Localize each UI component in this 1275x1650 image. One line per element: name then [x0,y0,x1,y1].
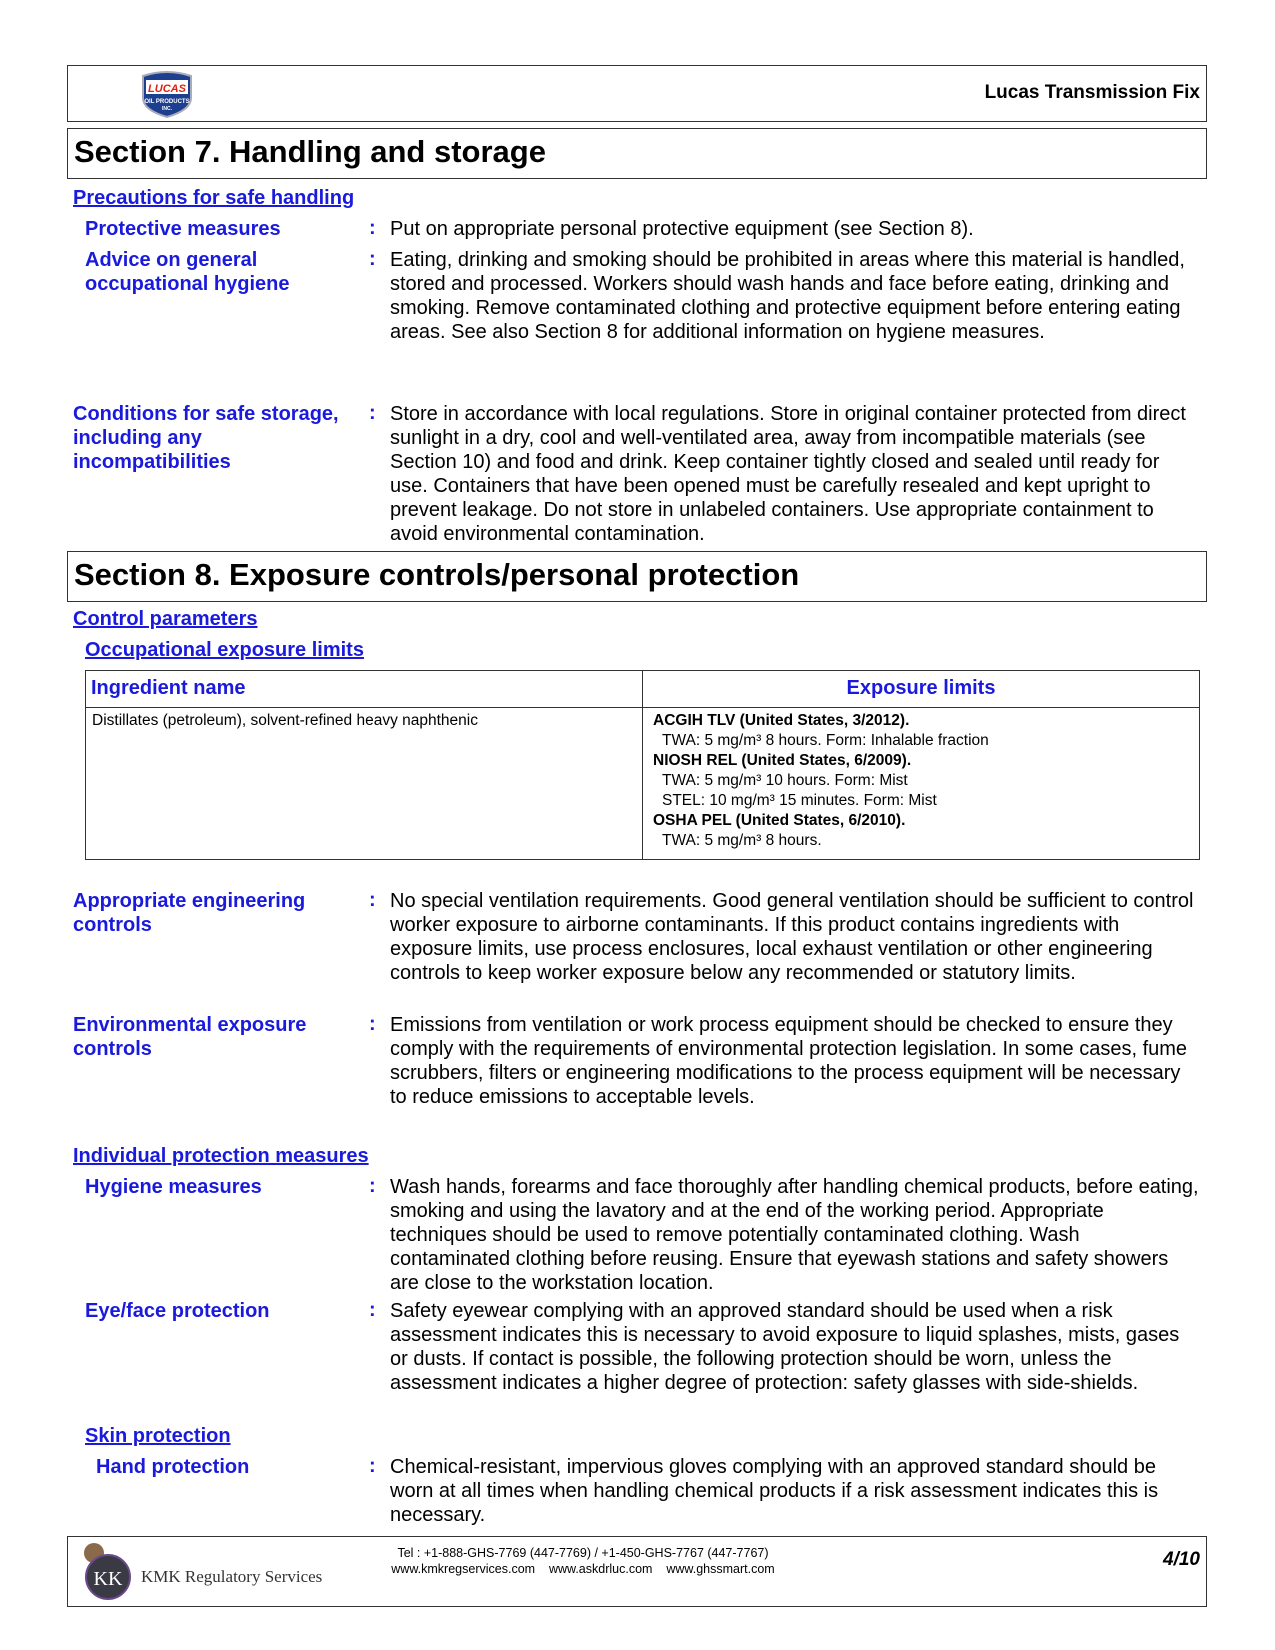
value-advice: Eating, drinking and smoking should be prohibited in areas where this material is handled, stored and processed. Workers should wash hands and face before eating, drinking and smoking. Remove contaminated clothing and protective equipment before entering eating areas. See also Section 8 for additional information on hygiene measures. [390,249,1185,343]
label-hand: Hand protection [96,1456,250,1478]
product-name: Lucas Transmission Fix [984,82,1200,103]
limit-line: TWA: 5 mg/m³ 8 hours. Form: Inhalable fraction [662,732,989,749]
colon: : [369,1455,376,1477]
value-eye: Safety eyewear complying with an approved standard should be used when a risk assessment indicates this is necessary to avoid exposure to liquid splashes, mists, gases or dusts. If contact is possible, the following protection should be worn, unless the assessment indicates a higher degree of protection: safety glasses with side-shields. [390,1300,1180,1394]
svg-text:OIL PRODUCTS: OIL PRODUCTS [144,99,190,105]
label-protective: Protective measures [85,218,281,240]
section-7-header [67,128,1207,179]
lucas-logo [139,70,195,118]
value-environmental: Emissions from ventilation or work process equipment should be checked to ensure they comply with the requirements of environmental protection legislation. In some cases, fume scrubbers, filters or engineering modifications to the process equipment will be necessary to reduce emissions to acceptable levels. [390,1014,1188,1108]
subheading-individual: Individual protection measures [73,1145,369,1167]
svg-text:KK: KK [93,1568,123,1590]
page-footer [67,1536,1207,1607]
subheading-oel: Occupational exposure limits [85,639,364,661]
label-environmental: Environmental exposure controls [73,1014,307,1060]
company-name: KMK Regulatory Services [141,1567,323,1586]
label-eye: Eye/face protection [85,1300,270,1322]
exposure-limits-table [85,670,1200,860]
value-protective: Put on appropriate personal protective equipment (see Section 8). [390,218,974,240]
footer-tel: Tel : +1-888-GHS-7769 (447-7769) / +1-450-GHS-7767 (447-7767) [397,1546,769,1560]
label-engineering: Appropriate engineering controls [73,890,306,936]
col-ingredient: Ingredient name [86,671,643,708]
limit-line: TWA: 5 mg/m³ 8 hours. [662,832,822,849]
section-title: Section 8. Exposure controls/personal protection [74,557,800,592]
colon: : [369,402,376,424]
label-advice: Advice on general occupational hygiene [85,249,290,295]
value-engineering: No special ventilation requirements. Good general ventilation should be sufficient to control worker exposure to airborne contaminants. If this product contains ingredients with exposure limits, use process enclosures, local exhaust ventilation or other engineering controls to keep worker exposure below any recommended or statutory limits. [390,890,1194,984]
col-limits: Exposure limits [643,671,1200,708]
limit-heading: ACGIH TLV (United States, 3/2012). [653,712,910,729]
colon: : [369,217,376,239]
subheading-skin: Skin protection [85,1425,231,1447]
footer-web: www.kmkregservices.com www.askdrluc.com www.ghssmart.com [391,1562,775,1576]
limit-line: STEL: 10 mg/m³ 15 minutes. Form: Mist [662,792,937,809]
label-storage: Conditions for safe storage, including any incompatibilities [73,403,339,473]
value-hygiene: Wash hands, forearms and face thoroughly after handling chemical products, before eating, smoking and using the lavatory and at the end of the working period. Appropriate techniques should be used to remove potentially contaminated clothing. Wash contaminated clothing before reusing. Ensure that eyewash stations and safety showers are close to the workstation location. [390,1176,1199,1294]
page-header [67,65,1207,122]
colon: : [369,1175,376,1197]
limit-heading: OSHA PEL (United States, 6/2010). [653,812,906,829]
svg-text:LUCAS: LUCAS [148,83,186,95]
limit-line: TWA: 5 mg/m³ 10 hours. Form: Mist [662,772,908,789]
colon: : [369,248,376,270]
subheading-control: Control parameters [73,608,258,630]
section-8-header [67,551,1207,602]
limit-heading: NIOSH REL (United States, 6/2009). [653,752,912,769]
value-hand: Chemical-resistant, impervious gloves complying with an approved standard should be worn at all times when handling chemical products if a risk assessment indicates this is necessary. [390,1456,1159,1526]
label-hygiene: Hygiene measures [85,1176,262,1198]
colon: : [369,889,376,911]
svg-text:INC.: INC. [162,106,172,112]
limits-cell [643,708,1200,860]
subheading-precautions: Precautions for safe handling [73,187,355,209]
section-title: Section 7. Handling and storage [74,134,546,169]
value-storage: Store in accordance with local regulations. Store in original container protected from direct sunlight in a dry, cool and well-ventilated area, away from incompatible materials (see Section 10) and food and drink. Keep container tightly closed and sealed until ready for use. Containers that have been opened must be carefully resealed and kept upright to prevent leakage. Do not store in unlabeled containers. Use appropriate containment to avoid environmental contamination. [390,403,1186,545]
table-row [86,708,1200,860]
ingredient-cell: Distillates (petroleum), solvent-refined heavy naphthenic [86,708,643,860]
page-number: 4/10 [1163,1549,1200,1570]
colon: : [369,1013,376,1035]
colon: : [369,1299,376,1321]
